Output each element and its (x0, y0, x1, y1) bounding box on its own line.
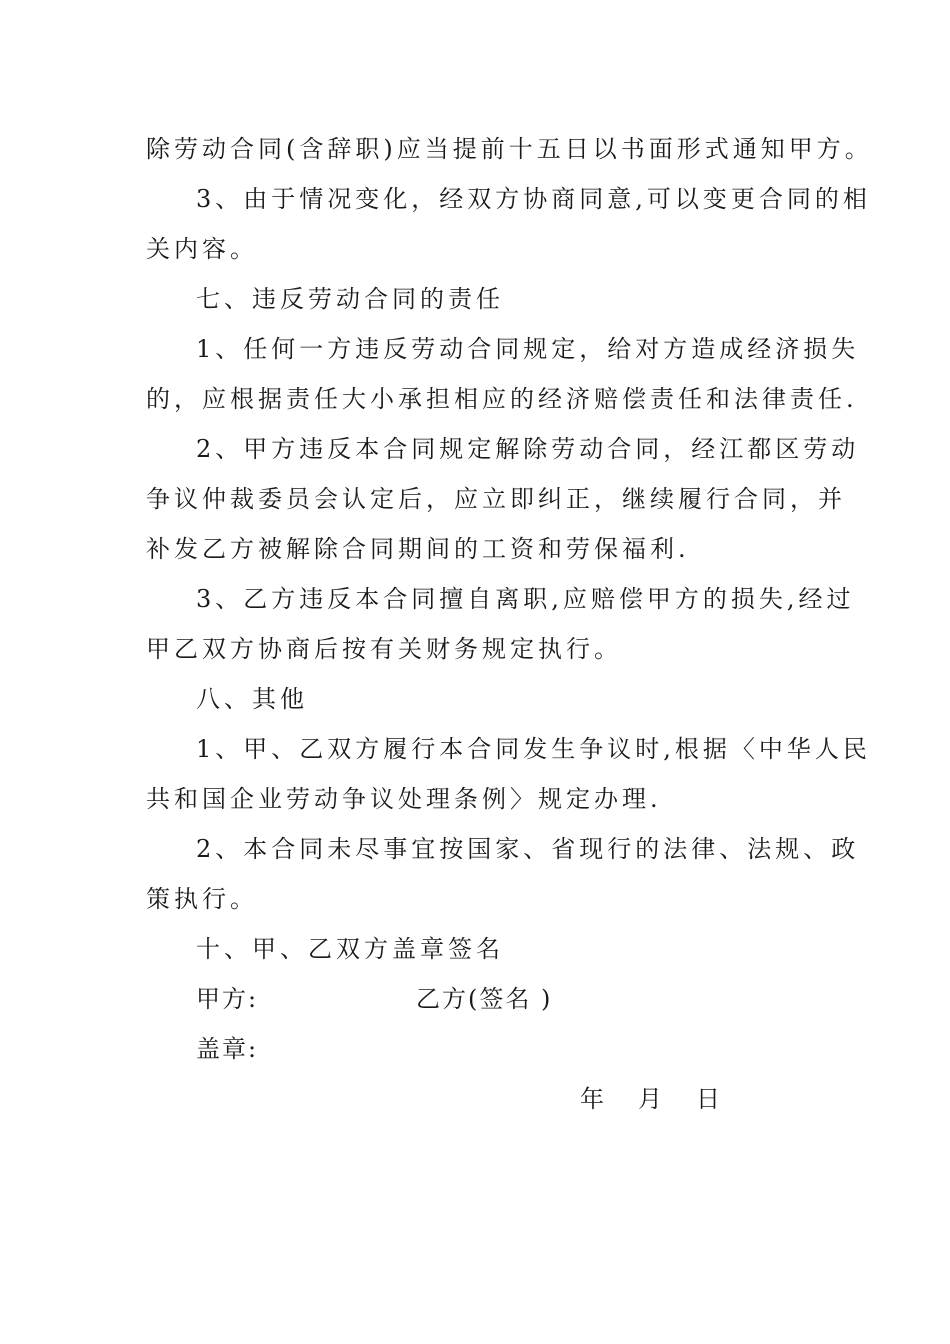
date-year: 年 (580, 1085, 606, 1113)
text-line: 3、由于情况变化，经双方协商同意,可以变更合同的相 (196, 185, 871, 213)
text-line: 的，应根据责任大小承担相应的经济赔偿责任和法律责任. (146, 385, 858, 413)
seal-label: 盖章: (196, 1035, 259, 1063)
section-heading: 十、甲、乙双方盖章签名 (196, 935, 504, 963)
party-b-label: 乙方(签名 ) (416, 985, 553, 1013)
text-line: 关内容。 (146, 235, 258, 263)
text-line: 1、甲、乙双方履行本合同发生争议时,根据〈中华人民 (196, 735, 871, 763)
text-line: 3、乙方违反本合同擅自离职,应赔偿甲方的损失,经过 (196, 585, 855, 613)
text-line: 1、任何一方违反劳动合同规定，给对方造成经济损失 (196, 335, 860, 363)
text-line: 2、甲方违反本合同规定解除劳动合同，经江都区劳动 (196, 435, 860, 463)
text-line: 补发乙方被解除合同期间的工资和劳保福利. (146, 535, 690, 563)
text-line: 甲乙双方协商后按有关财务规定执行。 (146, 635, 622, 663)
party-a-label: 甲方: (196, 985, 259, 1013)
section-heading: 八、其他 (196, 685, 308, 713)
date-day: 日 (696, 1085, 722, 1113)
date-month: 月 (638, 1085, 664, 1113)
text-line: 策执行。 (146, 885, 258, 913)
text-line: 争议仲裁委员会认定后，应立即纠正，继续履行合同，并 (146, 485, 846, 513)
section-heading: 七、违反劳动合同的责任 (196, 285, 504, 313)
text-line: 共和国企业劳动争议处理条例〉规定办理. (146, 785, 662, 813)
text-line: 2、本合同未尽事宜按国家、省现行的法律、法规、政 (196, 835, 860, 863)
text-line: 除劳动合同(含辞职)应当提前十五日以书面形式通知甲方。 (146, 135, 873, 163)
